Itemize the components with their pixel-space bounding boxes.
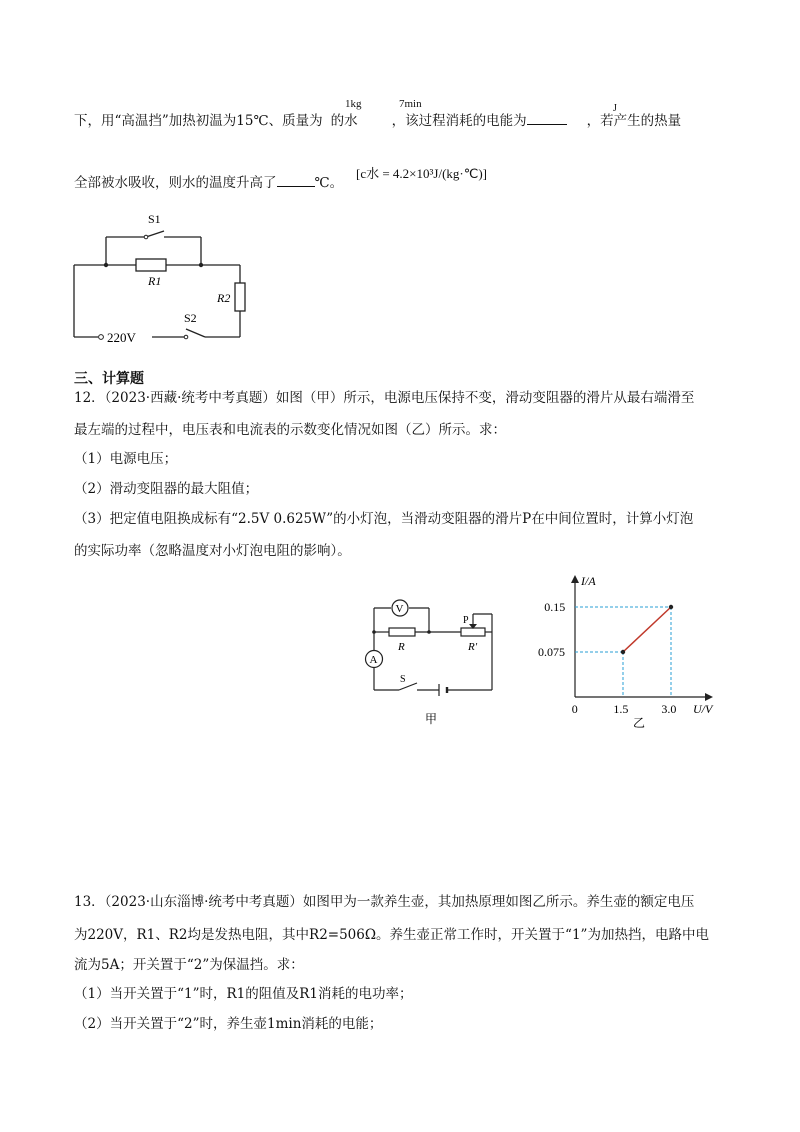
x-tick-label: 1.5 bbox=[613, 702, 629, 716]
q12-sub3: （3）把定值电阻换成标有“2.5V 0.625W”的小灯泡，当滑动变阻器的滑片P在中间位置时，计算小灯泡 bbox=[74, 511, 694, 527]
x-tick-label: 0 bbox=[571, 702, 578, 716]
q12-sub2: （2）滑动变阻器的最大阻值； bbox=[74, 481, 259, 497]
time-value: 7min bbox=[399, 98, 422, 110]
q12-sub3b: 的实际功率（忽略温度对小灯泡电阻的影响）。 bbox=[74, 543, 351, 559]
energy-blank[interactable] bbox=[527, 110, 567, 125]
series-line bbox=[623, 607, 671, 652]
label-r2: R2 bbox=[217, 291, 231, 305]
y-tick-label: 0.15 bbox=[544, 600, 566, 614]
energy-unit: J bbox=[613, 103, 617, 114]
label-p: P bbox=[463, 615, 469, 626]
q13-sub2: （2）当开关置于“2”时，养生壶1min消耗的电能； bbox=[74, 1016, 383, 1032]
caption-jia: 甲 bbox=[425, 712, 438, 726]
circuit-diagram-2 bbox=[355, 590, 505, 730]
q12-line1: 12．（2023·西藏·统考中考真题）如图（甲）所示，电源电压保持不变，滑动变阻器的滑片从最右端滑至 bbox=[74, 390, 695, 406]
svg-text:A: A bbox=[369, 654, 378, 666]
rheostat-r-prime bbox=[461, 628, 485, 636]
y-axis-label: I/A bbox=[581, 575, 596, 588]
x-axis-arrow bbox=[705, 693, 713, 701]
y-axis-arrow bbox=[571, 575, 579, 583]
label-s: S bbox=[400, 674, 406, 685]
iu-graph bbox=[535, 575, 725, 735]
svg-text:V: V bbox=[395, 603, 404, 615]
section-title: 三、计算题 bbox=[74, 371, 144, 387]
resistor-r bbox=[389, 628, 415, 636]
y-tick-label: 0.075 bbox=[538, 645, 565, 659]
q13-line2: 为220V，R1、R2均是发热电阻，其中R2=506Ω。养生壶正常工作时，开关置于“1”为加热挡，电路中电 bbox=[74, 927, 709, 943]
label-r1: R1 bbox=[148, 274, 162, 288]
label-r: R bbox=[398, 641, 405, 653]
label-voltage: 220V bbox=[107, 330, 136, 345]
temperature-blank[interactable] bbox=[277, 172, 315, 187]
data-point bbox=[621, 650, 625, 654]
resistor-r2 bbox=[235, 283, 245, 311]
x-axis-label: U/V bbox=[693, 702, 713, 716]
q13-sub1: （1）当开关置于“1”时，R1的阻值及R1消耗的电功率； bbox=[74, 986, 413, 1002]
label-r-prime: R′ bbox=[468, 641, 478, 653]
switch-s1-blade bbox=[146, 231, 164, 237]
data-point bbox=[669, 605, 673, 609]
q13-line1: 13．（2023·山东淄博·统考中考真题）如图甲为一款养生壶，其加热原理如图乙所示。养生壶的额定电压 bbox=[74, 894, 695, 910]
label-s1: S1 bbox=[148, 212, 161, 226]
switch-s2-blade bbox=[186, 329, 205, 337]
mass-value: 1kg bbox=[345, 98, 362, 110]
caption-yi: 乙 bbox=[633, 716, 646, 730]
q11-line1: 下，用“高温挡”加热初温为15℃、质量为 的水 ，该过程消耗的电能为 ，若产生的热量 bbox=[74, 110, 681, 131]
q12-sub1: （1）电源电压； bbox=[74, 451, 178, 467]
q13-line3: 流为5A；开关置于“2”为保温挡。求： bbox=[74, 957, 304, 973]
specific-heat-formula: [c水 = 4.2×10³J/(kg·℃)] bbox=[356, 166, 487, 181]
q11-line2: 全部被水吸收，则水的温度升高了 ℃。 bbox=[74, 172, 343, 193]
resistor-r1 bbox=[136, 259, 166, 271]
circuit-diagram-1 bbox=[60, 205, 270, 355]
q12-line2: 最左端的过程中，电压表和电流表的示数变化情况如图（乙）所示。求： bbox=[74, 422, 506, 438]
x-tick-label: 3.0 bbox=[661, 702, 677, 716]
label-s2: S2 bbox=[184, 311, 197, 325]
